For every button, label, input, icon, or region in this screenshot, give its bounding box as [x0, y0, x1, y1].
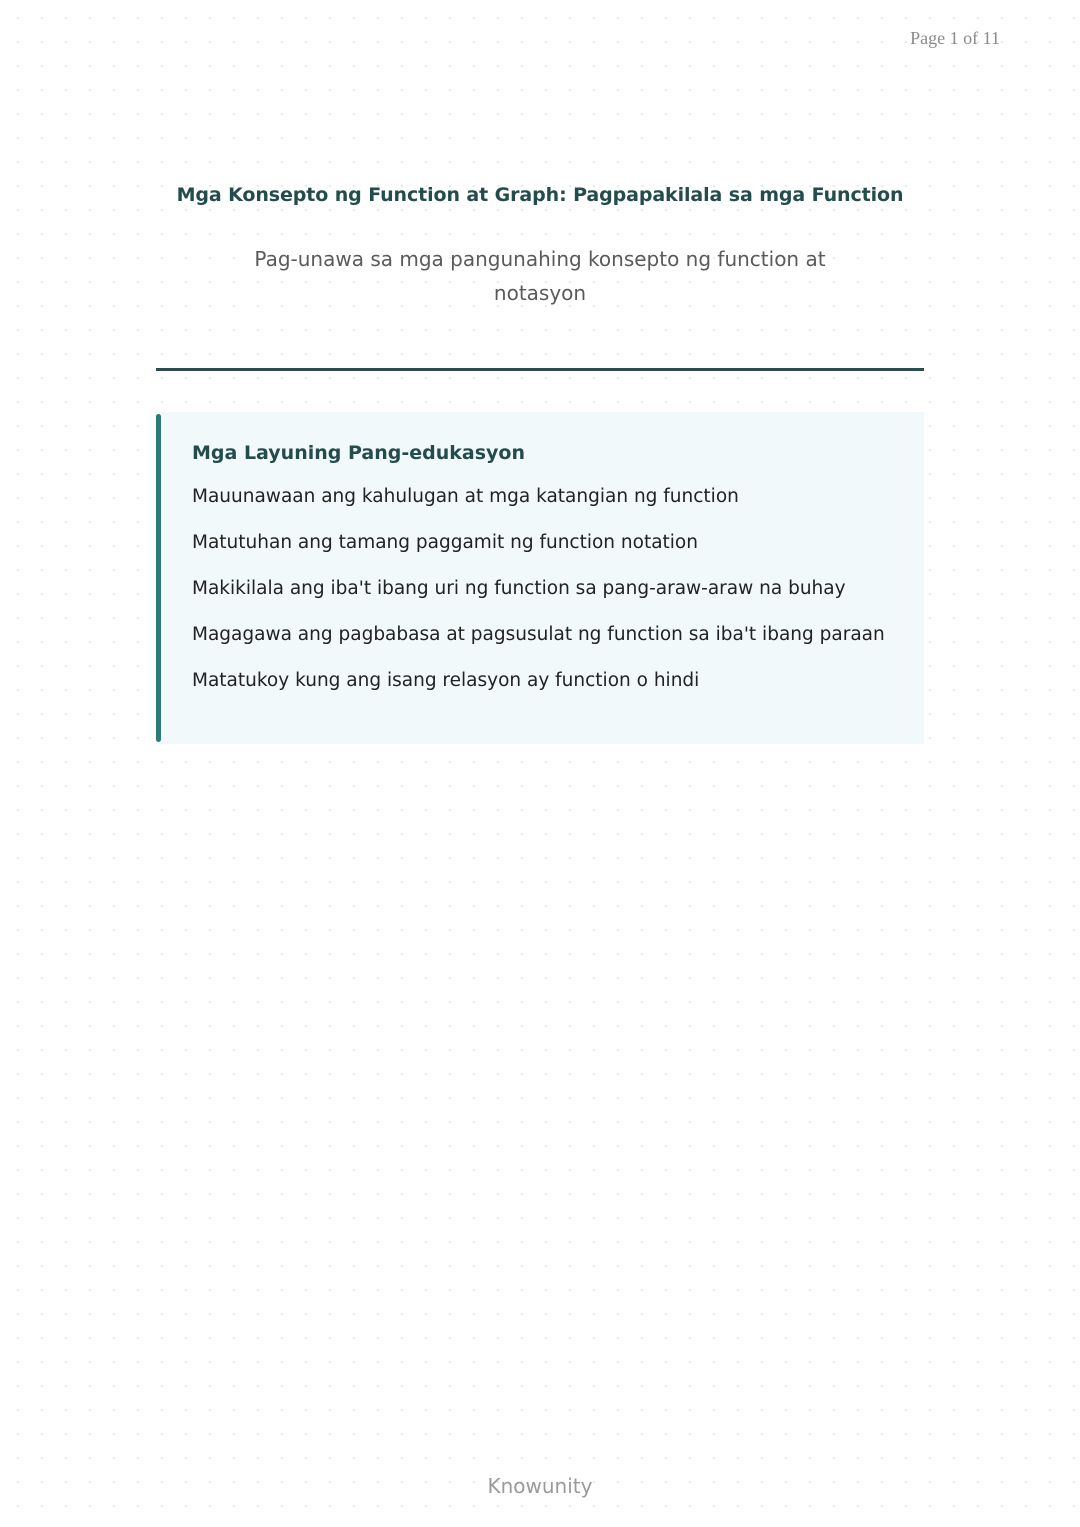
objective-item: Magagawa ang pagbabasa at pagsusulat ng function sa iba't ibang paraan	[192, 624, 885, 645]
footer-brand: Knowunity	[487, 1474, 593, 1498]
objective-item: Matutuhan ang tamang paggamit ng function notation	[192, 532, 698, 553]
objectives-list	[192, 484, 892, 714]
header-divider	[156, 368, 924, 371]
objective-item: Makikilala ang iba't ibang uri ng function sa pang-araw-araw na buhay	[192, 578, 846, 599]
objectives-accent-bar	[156, 414, 161, 742]
objectives-heading: Mga Layuning Pang-edukasyon	[192, 442, 525, 464]
objective-item: Mauunawaan ang kahulugan at mga katangian ng function	[192, 486, 739, 507]
page-subtitle: Pag-unawa sa mga pangunahing konsepto ng function at notasyon	[254, 247, 826, 305]
document-header	[156, 184, 924, 310]
learning-objectives-box	[156, 412, 924, 744]
page-number: Page 1 of 11	[910, 28, 1000, 48]
objective-item: Matatukoy kung ang isang relasyon ay function o hindi	[192, 670, 700, 691]
page-title: Mga Konsepto ng Function at Graph: Pagpapakilala sa mga Function	[176, 184, 904, 206]
